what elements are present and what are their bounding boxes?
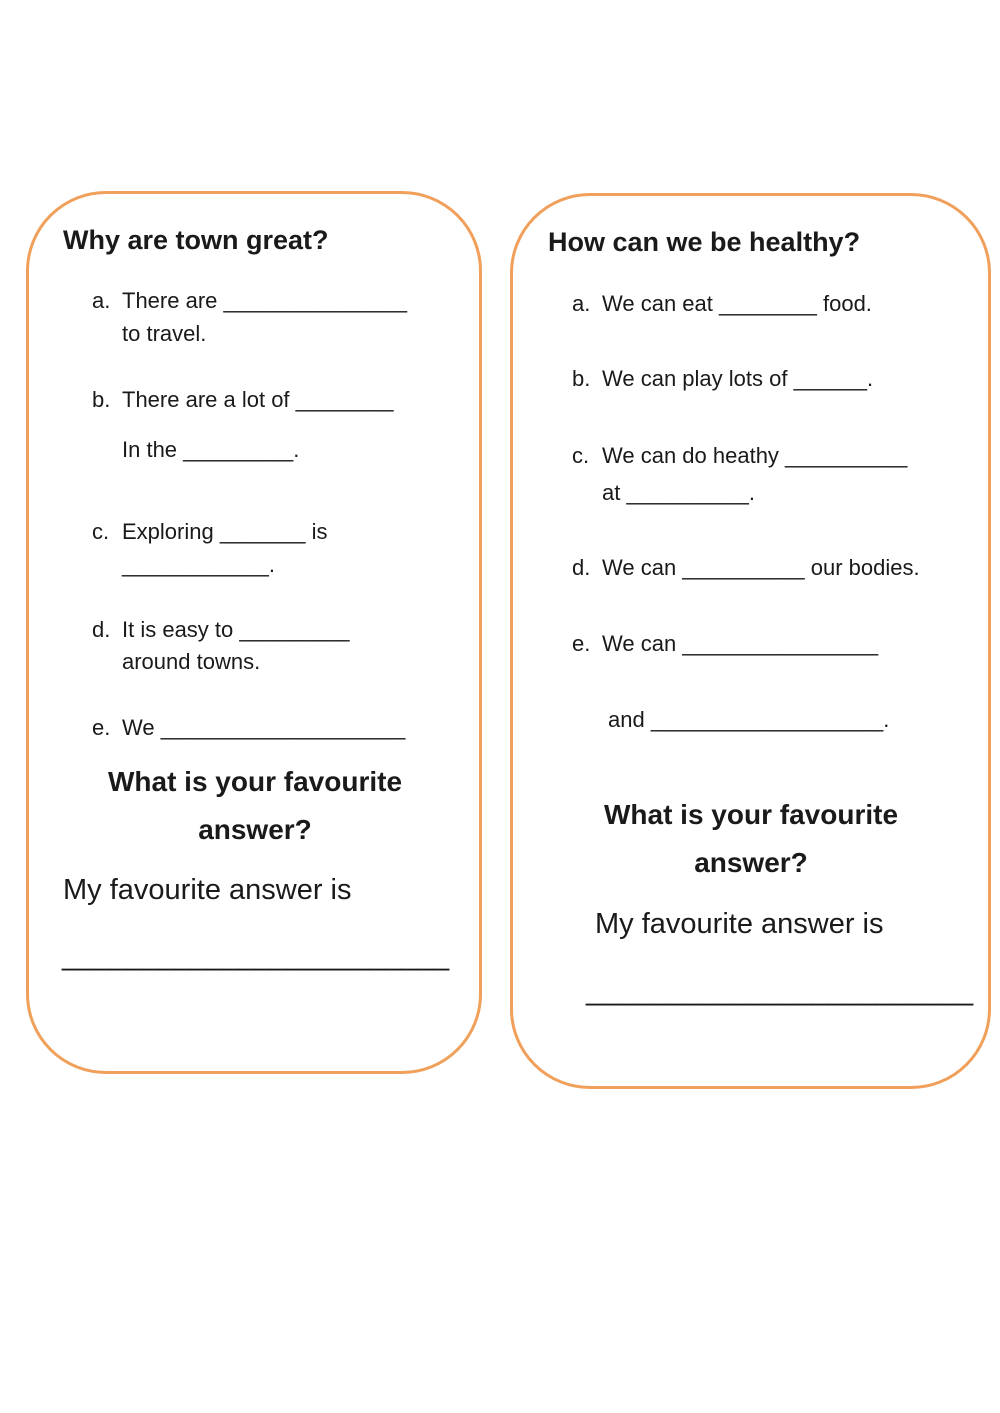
item-marker: c.: [92, 519, 110, 544]
favourite-question: What is your favourite answer?: [603, 799, 899, 878]
item-marker: b.: [92, 387, 111, 412]
item-marker: d.: [572, 555, 591, 580]
item-marker: a.: [92, 288, 111, 313]
question-e: [92, 712, 405, 744]
question-text: Exploring _______ is: [122, 519, 328, 544]
question-c: [92, 516, 327, 548]
question-c-continued: ____________.: [122, 552, 275, 577]
question-text: There are a lot of ________: [122, 387, 394, 412]
item-marker: d.: [92, 617, 111, 642]
question-a-continued: to travel.: [122, 321, 207, 346]
question-text: It is easy to _________: [122, 617, 350, 642]
question-text: We can play lots of ______.: [602, 366, 874, 391]
favourite-answer-prompt: My favourite answer is: [595, 908, 884, 940]
question-text: There are _______________: [122, 288, 408, 313]
question-a: [92, 285, 407, 317]
question-b: [572, 363, 873, 395]
item-marker: e.: [572, 631, 591, 656]
question-text: We can do heathy __________: [602, 443, 908, 468]
question-e-continued: and ___________________.: [608, 707, 890, 732]
item-marker: c.: [572, 443, 590, 468]
question-d: [572, 552, 920, 584]
question-c: [572, 440, 907, 472]
question-text: We ____________________: [122, 715, 406, 740]
question-text: We can ________________: [602, 631, 879, 656]
question-c-continued: at __________.: [602, 480, 755, 505]
card-title: How can we be healthy?: [548, 227, 861, 257]
favourite-question: What is your favourite answer?: [107, 766, 403, 845]
question-text: We can __________ our bodies.: [602, 555, 920, 580]
answer-blank: ________________________: [62, 940, 450, 972]
card-title: Why are town great?: [63, 225, 329, 255]
answer-blank: ________________________: [586, 975, 974, 1007]
item-marker: b.: [572, 366, 591, 391]
question-d: [92, 614, 350, 646]
question-text: We can eat ________ food.: [602, 291, 872, 316]
item-marker: e.: [92, 715, 111, 740]
item-marker: a.: [572, 291, 591, 316]
question-e: [572, 628, 878, 660]
question-b-continued: In the _________.: [122, 437, 300, 462]
question-a: [572, 288, 872, 320]
favourite-answer-prompt: My favourite answer is: [63, 874, 352, 906]
question-b: [92, 384, 394, 416]
question-d-continued: around towns.: [122, 649, 261, 674]
